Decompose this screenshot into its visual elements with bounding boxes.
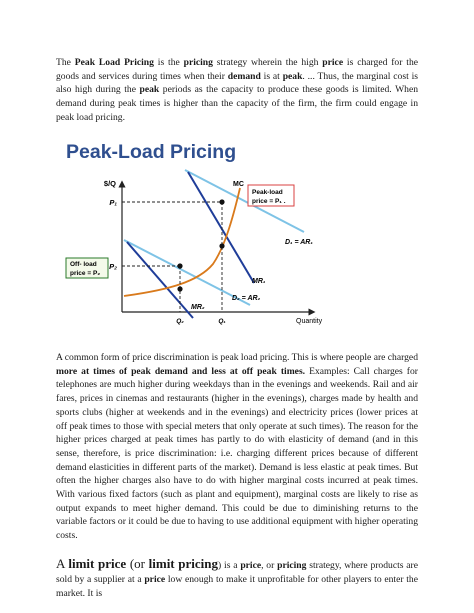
text-run: A <box>56 556 69 571</box>
text-run: periods as the capacity to produce these goods is limited. When demand during peak times is higher than the capacity of the firm, the firm could engage in peak load pricing. <box>56 84 419 123</box>
offpeak-mc-point <box>177 286 182 291</box>
mc-label: MC <box>233 181 244 188</box>
price-discrimination-paragraph <box>56 351 418 543</box>
x-axis-label: Quantity <box>296 318 323 325</box>
peak-box-line2: price = P₁ . <box>252 198 286 205</box>
mr1-label: MR₁ <box>252 278 266 285</box>
offpeak-box-line2: price = P₂ <box>70 270 101 277</box>
peak-mc-point <box>219 243 224 248</box>
text-run: is the <box>153 57 184 68</box>
text-run: more at times of peak demand and less at off peak times. <box>56 365 306 377</box>
text-run: price <box>144 574 166 585</box>
text-run: The <box>56 57 75 68</box>
text-run: strategy wherein the high <box>212 57 323 68</box>
q1-label: Q₁ <box>218 318 226 325</box>
mr-curve-offpeak <box>127 242 193 318</box>
text-run: limit pricing <box>148 556 219 571</box>
text-run: pricing <box>183 57 213 68</box>
text-run: low enough to make it unprofitable for other players to enter the market. It is <box>56 574 418 599</box>
text-run: strategy, where products are sold by a supplier at a <box>56 560 419 585</box>
limit-price-paragraph <box>56 557 418 601</box>
figure-title: Peak-Load Pricing <box>66 141 237 163</box>
p1-label: P₁ <box>109 198 117 207</box>
text-run: demand <box>227 70 261 82</box>
text-run: price <box>240 560 262 571</box>
y-axis-label: $/Q <box>103 179 116 188</box>
text-run: limit price <box>68 556 127 571</box>
text-run: (or <box>126 556 149 571</box>
text-run: peak <box>282 70 303 82</box>
peak-price-point <box>219 199 224 204</box>
text-run: pricing <box>277 560 307 571</box>
text-run: A common form of price discrimination is peak load pricing. This is where people are charged <box>56 352 418 363</box>
text-run: peak <box>139 84 160 96</box>
peak-box-line1: Peak-load <box>252 189 283 196</box>
text-run: price <box>322 57 344 68</box>
text-run: . ... Thus, the marginal cost is also high during the <box>56 70 418 96</box>
text-run: is charged for the goods and services during times when their <box>56 57 418 82</box>
mr2-label: MR₂ <box>191 304 205 311</box>
offpeak-box-line1: Off- load <box>70 261 97 268</box>
p2-label: P₂ <box>109 262 117 271</box>
text-run: ) is a <box>218 560 241 571</box>
text-run: is at <box>260 70 283 82</box>
q2-label: Q₂ <box>176 318 184 325</box>
text-run: Examples: Call charges for telephones are much higher during weekdays than in the evenings and weekends. Rail and air fares, prices in cinemas and restaurants (higher in the evenings), charges made by health and sports clubs (higher at weekends and in the evenings) and electricity prices (lower prices at off peak times to those with special meters that only operate at such times). The reason for the higher prices charged at peak times has partly to do with elasticity of demand (and in this sense, therefore, is price discrimination: i.e. charging different prices because of different demand elasticities in different parts of the market). Demand is less elastic at peak times. But often the higher charges also have to do with higher marginal costs incurred at peak times. With various fixed factors (such as plant and equipment), marginal costs are likely to rise as output expands to meet higher demand. This could be due to diminishing returns to the variable factors or it could be due to having to use additional equipment with higher operating costs. <box>56 365 418 542</box>
text-run: , or <box>261 560 278 571</box>
text-run: Peak Load Pricing <box>74 57 154 68</box>
offpeak-price-point <box>177 263 182 268</box>
d1-label: D₁ = AR₁ <box>285 239 313 246</box>
d2-label: D₂ = AR₂ <box>232 295 261 302</box>
